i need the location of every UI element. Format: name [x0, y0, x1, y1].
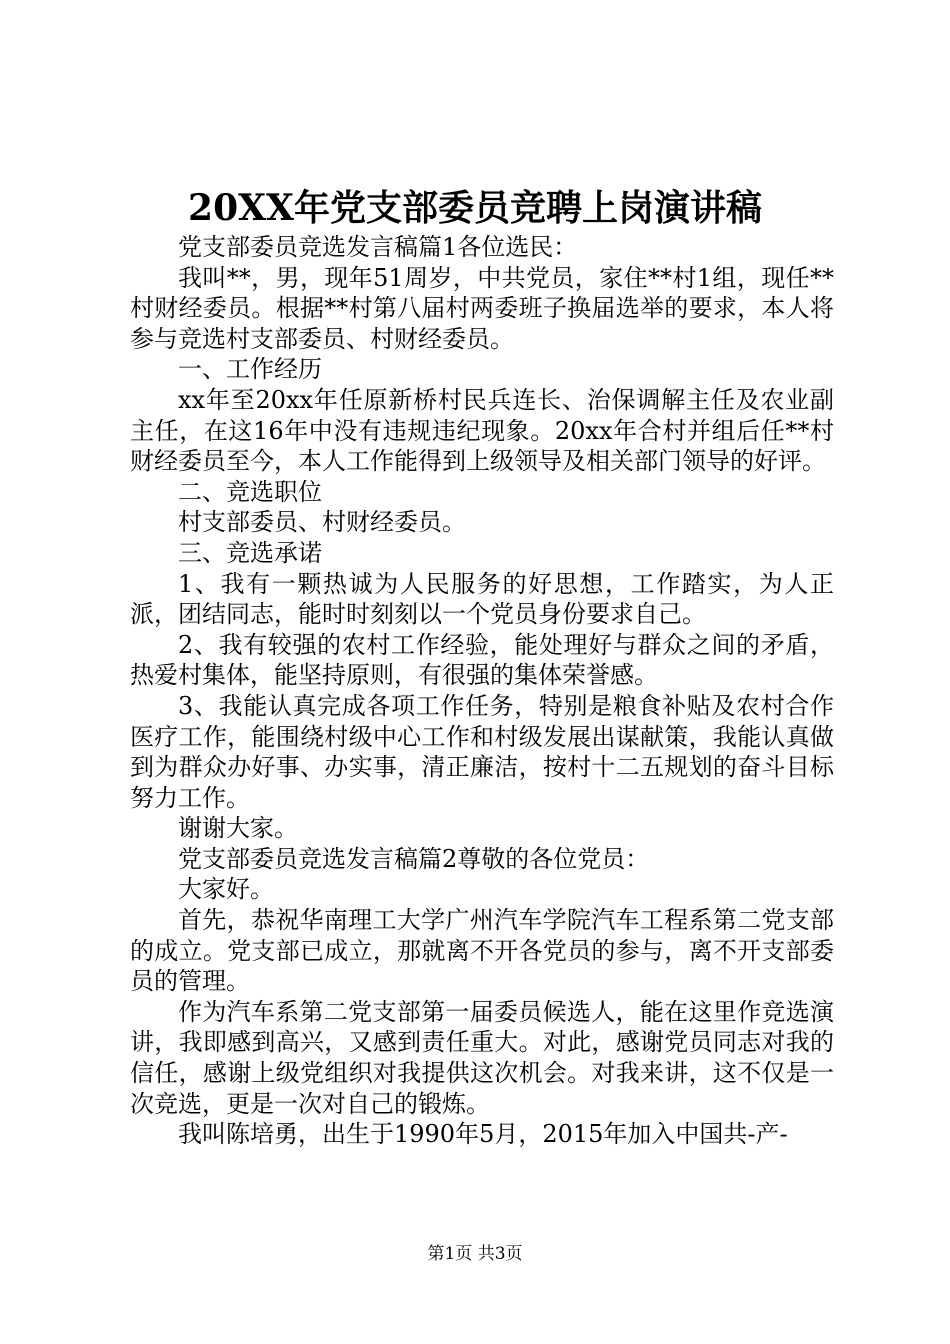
- section-heading: 三、竞选承诺: [178, 538, 322, 567]
- document-title: 20XX年党支部委员竞聘上岗演讲稿: [188, 187, 762, 229]
- paragraph: 党支部委员竞选发言稿篇2尊敬的各位党员：: [178, 844, 650, 873]
- paragraph: 谢谢大家。: [178, 814, 298, 843]
- paragraph: 1、我有一颗热诚为人民服务的好思想，工作踏实，为人正派，团结同志，能时时刻刻以一个党员身份要求自己。: [130, 569, 834, 629]
- paragraph: 我叫**，男，现年51周岁，中共党员，家住**村1组，现任**村财经委员。根据**村第八届村两委班子换届选举的要求，本人将参与竞选村支部委员、村财经委员。: [130, 263, 834, 353]
- paragraph: 3、我能认真完成各项工作任务，特别是粮食补贴及农村合作医疗工作，能围绕村级中心工作和村级发展出谋献策，我能认真做到为群众办好事、办实事，清正廉洁，按村十二五规划的奋斗目标努力工作。: [130, 691, 834, 812]
- page-number-footer: 第1页 共3页: [427, 1244, 523, 1264]
- paragraph: 我叫陈培勇，出生于1990年5月，2015年加入中国共-产-: [178, 1120, 788, 1149]
- paragraph: 作为汽车系第二党支部第一届委员候选人，能在这里作竞选演讲，我即感到高兴，又感到责任重大。对此，感谢党员同志对我的信任，感谢上级党组织对我提供这次机会。对我来讲，这不仅是一次竞选，更是一次对自己的锻炼。: [130, 997, 834, 1118]
- paragraph: xx年至20xx年任原新桥村民兵连长、治保调解主任及农业副主任，在这16年中没有违规违纪现象。20xx年合村并组后任**村财经委员至今，本人工作能得到上级领导及相关部门领导的好评。: [130, 385, 834, 476]
- section-heading: 一、工作经历: [178, 355, 322, 384]
- paragraph: 村支部委员、村财经委员。: [178, 508, 466, 537]
- paragraph: 党支部委员竞选发言稿篇1各位选民：: [178, 233, 578, 261]
- section-heading: 二、竞选职位: [178, 477, 322, 506]
- paragraph: 大家好。: [178, 875, 274, 904]
- document-body: [130, 232, 834, 1150]
- paragraph: 首先，恭祝华南理工大学广州汽车学院汽车工程系第二党支部的成立。党支部已成立，那就离不开各党员的参与，离不开支部委员的管理。: [130, 906, 834, 996]
- paragraph: 2、我有较强的农村工作经验，能处理好与群众之间的矛盾，热爱村集体，能坚持原则，有很强的集体荣誉感。: [130, 630, 834, 690]
